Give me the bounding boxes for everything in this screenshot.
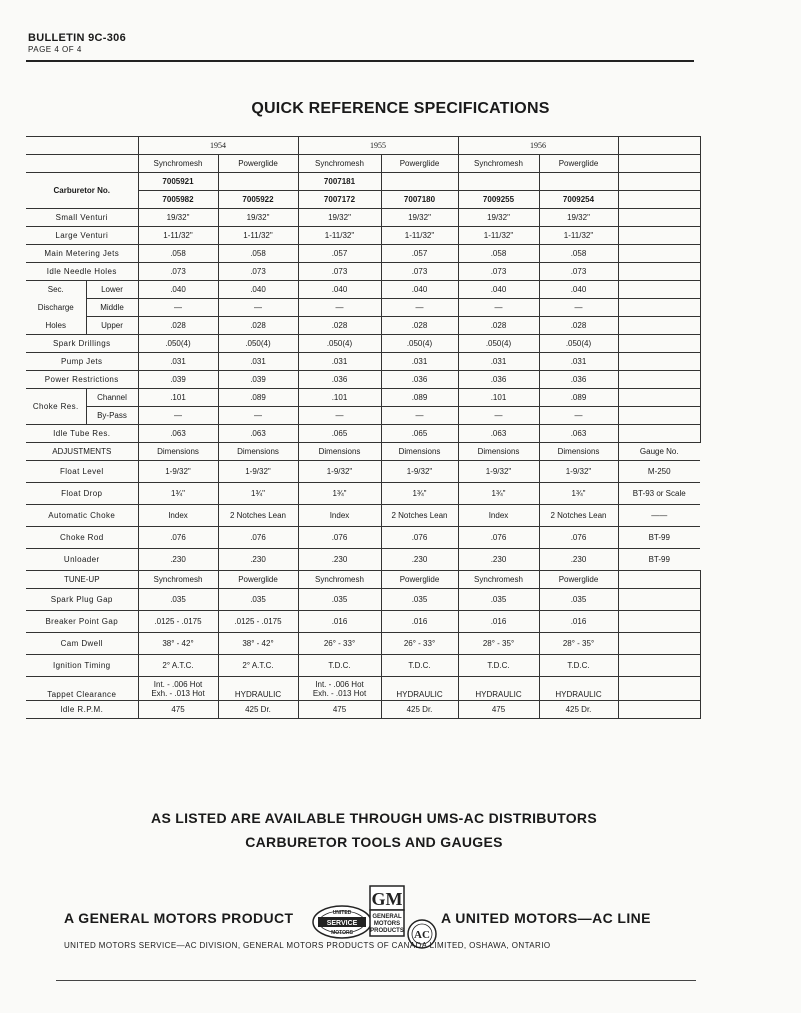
carburetor-number: 7005982 <box>138 191 218 209</box>
ignition-row <box>26 655 700 677</box>
spec-value: .028 <box>298 317 381 335</box>
main-metering-jets-row <box>26 245 700 263</box>
breaker-row <box>26 611 700 633</box>
large-venturi-row <box>26 227 700 245</box>
spec-value: .036 <box>381 371 458 389</box>
year-1956: 1956 <box>458 137 618 155</box>
dimensions-header: Dimensions <box>218 443 298 461</box>
adjustment-value: Index <box>298 505 381 527</box>
tuneup-value: 2° A.T.C. <box>138 655 218 677</box>
tappet-exhaust: Exh. - .013 Hot <box>312 688 367 698</box>
spec-value: — <box>218 299 298 317</box>
gauge-no-header: Gauge No. <box>618 443 700 461</box>
page-number: PAGE 4 OF 4 <box>28 45 82 54</box>
spec-value: .089 <box>539 389 618 407</box>
ums-logo-united: UNITED <box>332 910 352 916</box>
spec-value: 19/32" <box>138 209 218 227</box>
tappet-clearance-value: HYDRAULIC <box>458 677 539 701</box>
spec-value: .063 <box>218 425 298 443</box>
spec-value: — <box>298 299 381 317</box>
adjustment-value: .230 <box>458 549 539 571</box>
pump-jets-row <box>26 353 700 371</box>
carburetor-number: 7009255 <box>458 191 539 209</box>
tappet-clearance-value: HYDRAULIC <box>218 677 298 701</box>
spec-value: .050(4) <box>539 335 618 353</box>
spec-value: .050(4) <box>218 335 298 353</box>
spec-value: 19/32" <box>458 209 539 227</box>
spec-value: .040 <box>138 281 218 299</box>
tappet-clearance-label: Tappet Clearance <box>26 677 138 701</box>
ums-logo-service: SERVICE <box>326 920 358 927</box>
spec-value: — <box>138 407 218 425</box>
spec-value: .031 <box>458 353 539 371</box>
tuneup-value: .0125 - .0175 <box>218 611 298 633</box>
spec-value: .036 <box>458 371 539 389</box>
small-venturi-row <box>26 209 700 227</box>
dimensions-header: Dimensions <box>458 443 539 461</box>
spec-value: .057 <box>381 245 458 263</box>
auto-choke-row <box>26 505 700 527</box>
main-metering-jets-row-label: Main Metering Jets <box>26 245 138 263</box>
dimensions-header: Dimensions <box>298 443 381 461</box>
choke-rod-label: Choke Rod <box>26 527 138 549</box>
spec-value: .031 <box>539 353 618 371</box>
spec-value: — <box>458 407 539 425</box>
tools-availability <box>0 806 748 854</box>
spark-plug-label: Spark Plug Gap <box>26 589 138 611</box>
ums-logo-motors: MOTORS <box>331 930 353 936</box>
tuneup-value: 28° - 35° <box>539 633 618 655</box>
unloader-label: Unloader <box>26 549 138 571</box>
ac-logo-text: AC <box>414 929 430 941</box>
adjustment-value: Index <box>458 505 539 527</box>
trans-header: Powerglide <box>539 155 618 173</box>
spec-value: 1-11/32" <box>298 227 381 245</box>
tuneup-value: 26° - 33° <box>298 633 381 655</box>
choke-res-label: Choke Res. <box>26 389 86 425</box>
tappet-clearance-value <box>298 677 381 701</box>
spec-value: .073 <box>381 263 458 281</box>
blank-cell <box>618 263 700 281</box>
gm-logo-motors: MOTORS <box>373 921 401 927</box>
blank-cell <box>618 589 700 611</box>
sec-discharge-label-b: Discharge <box>26 299 86 317</box>
spec-value: .073 <box>458 263 539 281</box>
dimensions-header: Dimensions <box>138 443 218 461</box>
idle-needle-holes-row <box>26 263 700 281</box>
united-motors-service-logo <box>313 906 371 938</box>
adjustment-value: Index <box>138 505 218 527</box>
blank-cell <box>618 245 700 263</box>
spec-value: .028 <box>458 317 539 335</box>
footer-address: UNITED MOTORS SERVICE—AC DIVISION, GENERAL MOTORS PRODUCTS OF CANADA LIMITED, OSHAWA, ONTARIO <box>64 941 551 950</box>
blank-cell <box>618 353 700 371</box>
blank-cell <box>618 425 700 443</box>
adjustment-value: .230 <box>218 549 298 571</box>
tuneup-value: .0125 - .0175 <box>138 611 218 633</box>
tuneup-header-row <box>26 571 700 589</box>
sec-discharge-middle-label: Middle <box>86 299 138 317</box>
spec-value: .039 <box>218 371 298 389</box>
gm-logo-general: GENERAL <box>372 914 402 920</box>
idle-tube-res-row <box>26 425 700 443</box>
unloader-row <box>26 549 700 571</box>
bulletin-number: BULLETIN 9C-306 <box>28 32 127 44</box>
spec-table-body <box>26 137 700 719</box>
spark-drillings-row-label: Spark Drillings <box>26 335 138 353</box>
idle-needle-holes-row-label: Idle Needle Holes <box>26 263 138 281</box>
tuneup-trans-header: Synchromesh <box>138 571 218 589</box>
tuneup-trans-header: Powerglide <box>218 571 298 589</box>
tuneup-value: T.D.C. <box>298 655 381 677</box>
spec-value: .028 <box>138 317 218 335</box>
spec-value: — <box>381 407 458 425</box>
gm-products-logo <box>370 886 404 936</box>
adjustment-value: 1¾" <box>138 483 218 505</box>
choke-channel-label: Channel <box>86 389 138 407</box>
header-rule <box>26 60 694 62</box>
spec-value: 19/32" <box>218 209 298 227</box>
tappet-clearance-value: HYDRAULIC <box>539 677 618 701</box>
tuneup-value: 425 Dr. <box>218 701 298 719</box>
spec-value: — <box>138 299 218 317</box>
spec-value: .040 <box>298 281 381 299</box>
tuneup-value: 425 Dr. <box>539 701 618 719</box>
carburetor-number <box>539 173 618 191</box>
footer-rule <box>56 980 696 981</box>
spec-value: — <box>539 407 618 425</box>
tuneup-value: .035 <box>381 589 458 611</box>
spec-value: .031 <box>298 353 381 371</box>
adjustment-value: 1-9/32" <box>381 461 458 483</box>
adjustment-value: .230 <box>381 549 458 571</box>
tuneup-value: 475 <box>458 701 539 719</box>
tuneup-value: 28° - 35° <box>458 633 539 655</box>
spec-table <box>26 136 701 719</box>
blank-cell <box>618 633 700 655</box>
transmission-row <box>26 155 700 173</box>
adjustment-value: .230 <box>298 549 381 571</box>
spark-plug-row <box>26 589 700 611</box>
tappet-intake: Int. - .006 Hot <box>153 679 203 689</box>
cam-dwell-row <box>26 633 700 655</box>
spec-value: .063 <box>138 425 218 443</box>
spec-value: .057 <box>298 245 381 263</box>
choke-res-bypass-row <box>26 407 700 425</box>
spec-value: 1-11/32" <box>381 227 458 245</box>
spec-value: .036 <box>539 371 618 389</box>
tuneup-value: 38° - 42° <box>218 633 298 655</box>
adjustment-value: .076 <box>138 527 218 549</box>
carburetor-number: 7007172 <box>298 191 381 209</box>
adjustment-value: .230 <box>539 549 618 571</box>
tuneup-value: 475 <box>138 701 218 719</box>
sec-discharge-lower-label: Lower <box>86 281 138 299</box>
tuneup-trans-header: Powerglide <box>381 571 458 589</box>
tuneup-value: 26° - 33° <box>381 633 458 655</box>
trans-header: Powerglide <box>218 155 298 173</box>
spec-value: — <box>458 299 539 317</box>
adjustments-header-row <box>26 443 700 461</box>
gauge-number: BT-99 <box>618 527 700 549</box>
tappet-intake: Int. - .006 Hot <box>315 679 364 689</box>
cam-dwell-label: Cam Dwell <box>26 633 138 655</box>
spec-value: .089 <box>381 389 458 407</box>
year-1955: 1955 <box>298 137 458 155</box>
idle-rpm-label: Idle R.P.M. <box>26 701 138 719</box>
spec-value: .073 <box>218 263 298 281</box>
tuneup-value: .016 <box>539 611 618 633</box>
tuneup-value: 2° A.T.C. <box>218 655 298 677</box>
carburetor-number: 7009254 <box>539 191 618 209</box>
spec-value: — <box>298 407 381 425</box>
spec-value: .065 <box>298 425 381 443</box>
tappet-exhaust: Exh. - .013 Hot <box>151 688 205 698</box>
spark-drillings-row <box>26 335 700 353</box>
large-venturi-row-label: Large Venturi <box>26 227 138 245</box>
tuneup-trans-header: Powerglide <box>539 571 618 589</box>
spec-value: .028 <box>381 317 458 335</box>
adjustment-value: 1¾" <box>381 483 458 505</box>
adjustment-value: .076 <box>539 527 618 549</box>
gm-product-text: A GENERAL MOTORS PRODUCT <box>64 910 294 926</box>
float-drop-row <box>26 483 700 505</box>
sec-discharge-middle-row <box>26 299 700 317</box>
trans-header: Synchromesh <box>458 155 539 173</box>
spec-value: .101 <box>298 389 381 407</box>
float-level-label: Float Level <box>26 461 138 483</box>
blank-cell <box>618 281 700 299</box>
spec-value: .073 <box>539 263 618 281</box>
tuneup-value: .016 <box>298 611 381 633</box>
breaker-label: Breaker Point Gap <box>26 611 138 633</box>
spec-value: .031 <box>218 353 298 371</box>
adjustment-value: 2 Notches Lean <box>381 505 458 527</box>
tuneup-value: .035 <box>458 589 539 611</box>
tuneup-heading: TUNE-UP <box>26 571 138 589</box>
tappet-clearance-value <box>138 677 218 701</box>
blank-cell <box>618 571 700 589</box>
spec-value: .036 <box>298 371 381 389</box>
trans-header: Synchromesh <box>138 155 218 173</box>
spec-value: 1-11/32" <box>138 227 218 245</box>
tuneup-value: T.D.C. <box>539 655 618 677</box>
spec-value: 19/32" <box>298 209 381 227</box>
spec-value: .058 <box>138 245 218 263</box>
tuneup-value: 425 Dr. <box>381 701 458 719</box>
tuneup-value: .035 <box>539 589 618 611</box>
spec-value: .065 <box>381 425 458 443</box>
tuneup-value: T.D.C. <box>381 655 458 677</box>
blank-cell <box>618 335 700 353</box>
blank-cell <box>618 701 700 719</box>
sec-discharge-label-a: Sec. <box>26 281 86 299</box>
tuneup-value: .035 <box>298 589 381 611</box>
spec-value: .040 <box>381 281 458 299</box>
tuneup-value: .016 <box>381 611 458 633</box>
spec-value: .028 <box>218 317 298 335</box>
carburetor-number: 7007180 <box>381 191 458 209</box>
adjustment-value: 1¾" <box>218 483 298 505</box>
spec-value: 1-11/32" <box>539 227 618 245</box>
tuneup-trans-header: Synchromesh <box>458 571 539 589</box>
trans-header: Synchromesh <box>298 155 381 173</box>
sec-discharge-lower-row <box>26 281 700 299</box>
spec-value: — <box>218 407 298 425</box>
tuneup-value: .035 <box>138 589 218 611</box>
adjustment-value: .076 <box>381 527 458 549</box>
availability-line-1: AS LISTED ARE AVAILABLE THROUGH UMS-AC DISTRIBUTORS <box>151 810 597 826</box>
adjustment-value: 1¾" <box>298 483 381 505</box>
blank-cell <box>618 299 700 317</box>
choke-rod-row <box>26 527 700 549</box>
ignition-label: Ignition Timing <box>26 655 138 677</box>
sec-discharge-upper-label: Upper <box>86 317 138 335</box>
spec-value: .050(4) <box>298 335 381 353</box>
tuneup-value: 38° - 42° <box>138 633 218 655</box>
spec-value: .039 <box>138 371 218 389</box>
blank-cell <box>618 677 700 701</box>
idle-tube-res-row-label: Idle Tube Res. <box>26 425 138 443</box>
adjustment-value: 1-9/32" <box>298 461 381 483</box>
tuneup-value: 475 <box>298 701 381 719</box>
spec-value: .101 <box>458 389 539 407</box>
blank-cell <box>618 371 700 389</box>
dimensions-header: Dimensions <box>381 443 458 461</box>
power-restrictions-row <box>26 371 700 389</box>
float-level-row <box>26 461 700 483</box>
carburetor-number: 7007181 <box>298 173 381 191</box>
spec-value: 19/32" <box>539 209 618 227</box>
sec-discharge-upper-row <box>26 317 700 335</box>
adjustment-value: 1-9/32" <box>539 461 618 483</box>
spec-value: .089 <box>218 389 298 407</box>
trans-header: Powerglide <box>381 155 458 173</box>
auto-choke-label: Automatic Choke <box>26 505 138 527</box>
carburetor-number: 7005922 <box>218 191 298 209</box>
float-drop-label: Float Drop <box>26 483 138 505</box>
spec-value: .050(4) <box>381 335 458 353</box>
choke-res-channel-row <box>26 389 700 407</box>
spec-value: .063 <box>458 425 539 443</box>
spec-value: — <box>539 299 618 317</box>
tuneup-value: .035 <box>218 589 298 611</box>
carburetor-number <box>381 173 458 191</box>
spec-value: — <box>381 299 458 317</box>
spec-value: .028 <box>539 317 618 335</box>
spec-value: .050(4) <box>458 335 539 353</box>
tuneup-value: T.D.C. <box>458 655 539 677</box>
adjustment-value: 1¾" <box>539 483 618 505</box>
adjustment-value: 1-9/32" <box>458 461 539 483</box>
carburetor-label: Carburetor No. <box>26 173 138 209</box>
adjustments-heading: ADJUSTMENTS <box>26 443 138 461</box>
idle-rpm-row <box>26 701 700 719</box>
gm-logo-products: PRODUCTS <box>370 928 404 934</box>
gauge-number: —— <box>618 505 700 527</box>
pump-jets-row-label: Pump Jets <box>26 353 138 371</box>
dimensions-header: Dimensions <box>539 443 618 461</box>
gauge-number: BT-99 <box>618 549 700 571</box>
ums-ac-line-text: A UNITED MOTORS—AC LINE <box>441 910 651 926</box>
small-venturi-row-label: Small Venturi <box>26 209 138 227</box>
spec-value: .058 <box>539 245 618 263</box>
blank-cell <box>618 227 700 245</box>
tappet-clearance-row <box>26 677 700 701</box>
blank-cell <box>618 611 700 633</box>
spec-value: .040 <box>539 281 618 299</box>
blank-cell <box>618 655 700 677</box>
spec-value: .101 <box>138 389 218 407</box>
adjustment-value: 2 Notches Lean <box>218 505 298 527</box>
adjustment-value: .076 <box>458 527 539 549</box>
adjustment-value: 1¾" <box>458 483 539 505</box>
spec-value: .073 <box>138 263 218 281</box>
adjustment-value: 2 Notches Lean <box>539 505 618 527</box>
sec-discharge-label-c: Holes <box>26 317 86 335</box>
year-1954: 1954 <box>138 137 298 155</box>
blank-cell <box>618 317 700 335</box>
blank-cell <box>618 407 700 425</box>
spec-value: .040 <box>458 281 539 299</box>
spec-value: .050(4) <box>138 335 218 353</box>
carburetor-number <box>218 173 298 191</box>
power-restrictions-row-label: Power Restrictions <box>26 371 138 389</box>
adjustment-value: .230 <box>138 549 218 571</box>
spec-value: .058 <box>218 245 298 263</box>
gm-logo-monogram: GM <box>371 889 403 909</box>
blank-cell <box>618 389 700 407</box>
spec-value: 19/32" <box>381 209 458 227</box>
tuneup-value: .016 <box>458 611 539 633</box>
adjustment-value: 1-9/32" <box>138 461 218 483</box>
gauge-number: BT-93 or Scale <box>618 483 700 505</box>
spec-value: .058 <box>458 245 539 263</box>
carburetor-row-1 <box>26 173 700 191</box>
spec-value: .031 <box>381 353 458 371</box>
adjustment-value: 1-9/32" <box>218 461 298 483</box>
year-row <box>26 137 700 155</box>
choke-bypass-label: By-Pass <box>86 407 138 425</box>
adjustment-value: .076 <box>298 527 381 549</box>
spec-value: 1-11/32" <box>218 227 298 245</box>
spec-value: 1-11/32" <box>458 227 539 245</box>
tappet-clearance-value: HYDRAULIC <box>381 677 458 701</box>
availability-line-2: CARBURETOR TOOLS AND GAUGES <box>245 834 503 850</box>
tuneup-trans-header: Synchromesh <box>298 571 381 589</box>
adjustment-value: .076 <box>218 527 298 549</box>
carburetor-number: 7005921 <box>138 173 218 191</box>
header <box>28 32 126 54</box>
gauge-number: M-250 <box>618 461 700 483</box>
carburetor-number <box>458 173 539 191</box>
blank-cell <box>618 209 700 227</box>
spec-value: .073 <box>298 263 381 281</box>
spec-value: .040 <box>218 281 298 299</box>
page-title: QUICK REFERENCE SPECIFICATIONS <box>251 100 550 117</box>
spec-value: .031 <box>138 353 218 371</box>
spec-value: .063 <box>539 425 618 443</box>
